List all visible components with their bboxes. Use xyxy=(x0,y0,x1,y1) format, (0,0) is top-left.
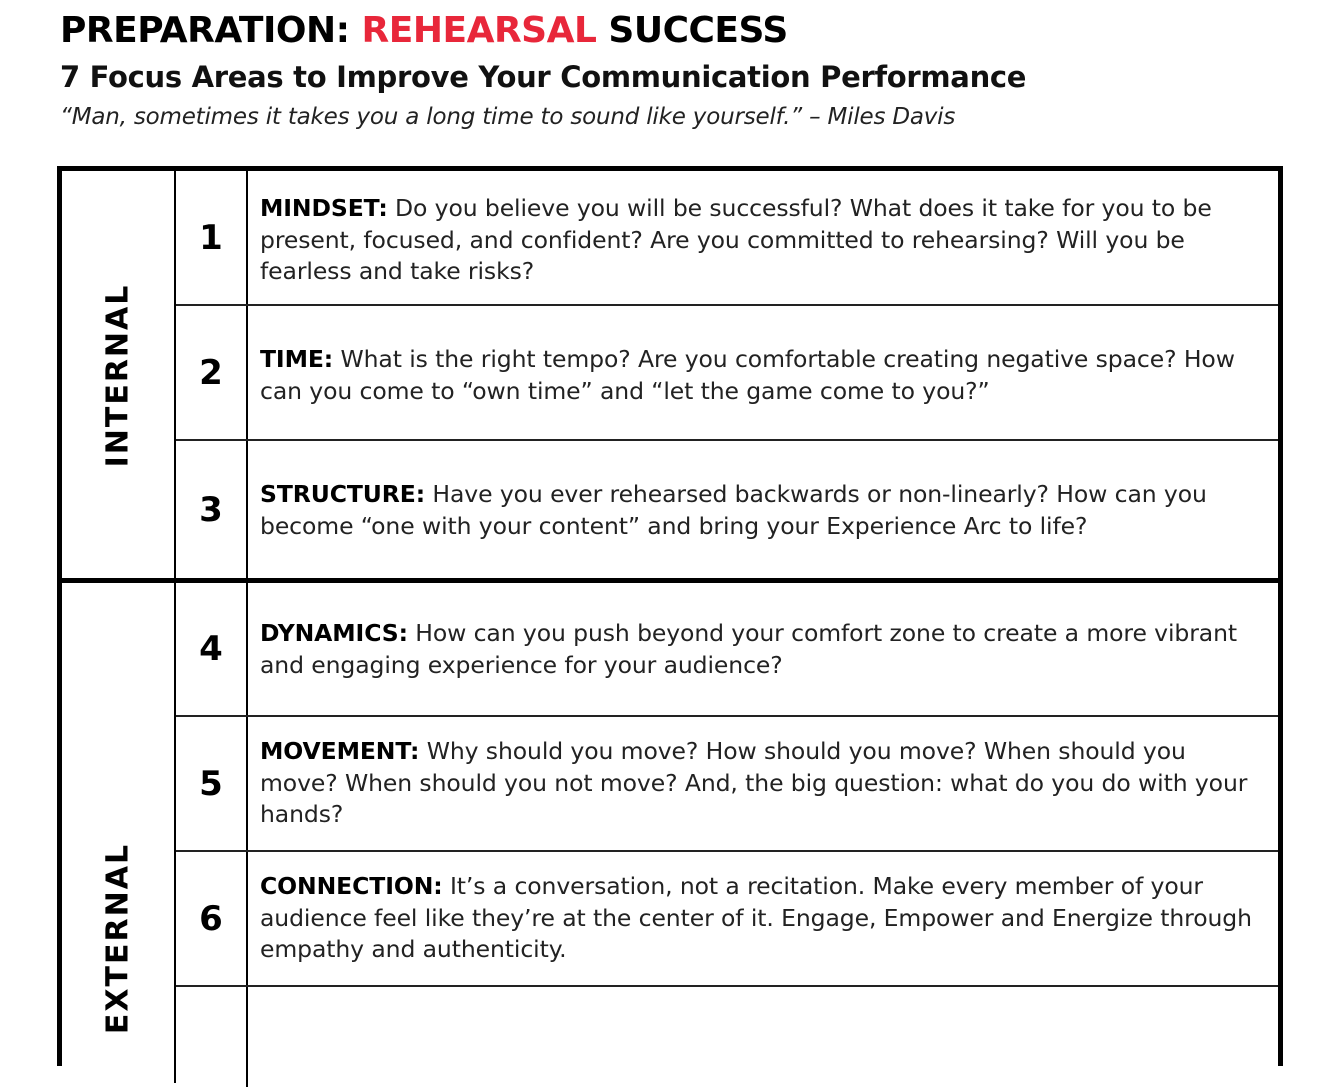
group-label-text: EXTERNAL xyxy=(100,842,136,1035)
group-label-text: INTERNAL xyxy=(100,283,136,468)
focus-areas-table xyxy=(57,166,1283,1066)
row-text xyxy=(260,344,1270,407)
group-external xyxy=(62,578,1278,1083)
row-number: 1 xyxy=(176,171,248,304)
row-heading: MOVEMENT: xyxy=(260,737,420,765)
row-text xyxy=(260,736,1270,831)
page-subtitle: 7 Focus Areas to Improve Your Communication Performance xyxy=(60,60,1027,94)
row-number: 4 xyxy=(176,583,248,715)
table-row xyxy=(176,171,1278,306)
title-suffix: SUCCESS xyxy=(596,10,788,51)
row-text xyxy=(260,618,1270,681)
row-body: What is the right tempo? Are you comfortable creating negative space? How can you come to “own time” and “let the game come to you?” xyxy=(260,345,1235,405)
row-text xyxy=(260,871,1270,966)
row-body: Have you ever rehearsed backwards or non-linearly? How can you become “one with your content” and bring your Experience Arc to life? xyxy=(260,480,1207,540)
group-internal xyxy=(62,171,1278,578)
row-heading: STRUCTURE: xyxy=(260,480,426,508)
row-text xyxy=(260,479,1270,542)
row-body: Why should you move? How should you move? When should you move? When should you not move? And, the big question: what do you do with your hands? xyxy=(260,737,1248,828)
row-body: It’s a conversation, not a recitation. Make every member of your audience feel like they’re at the center of it. Engage, Empower and Energize through empathy and authenticity. xyxy=(260,872,1252,963)
row-number: 5 xyxy=(176,717,248,850)
row-heading: MINDSET: xyxy=(260,194,388,222)
row-number: 6 xyxy=(176,852,248,985)
group-label-external xyxy=(62,583,176,1083)
title-prefix: PREPARATION: xyxy=(60,10,362,51)
row-text xyxy=(260,193,1270,288)
row-heading: TIME: xyxy=(260,345,334,373)
row-number: 2 xyxy=(176,306,248,439)
row-body: How can you push beyond your comfort zone to create a more vibrant and engaging experience for your audience? xyxy=(260,619,1238,679)
row-heading: DYNAMICS: xyxy=(260,619,408,647)
table-row xyxy=(176,852,1278,987)
row-number: 3 xyxy=(176,441,248,578)
title-accent: REHEARSAL xyxy=(361,10,597,51)
row-heading: CONNECTION: xyxy=(260,872,443,900)
table-row xyxy=(176,717,1278,852)
group-label-internal xyxy=(62,171,176,578)
quote: “Man, sometimes it takes you a long time to sound like yourself.” – Miles Davis xyxy=(60,104,956,130)
table-row xyxy=(176,306,1278,441)
page-title xyxy=(60,10,788,51)
row-number xyxy=(176,987,248,1087)
table-row xyxy=(176,583,1278,717)
table-row xyxy=(176,987,1278,1087)
row-body: Do you believe you will be successful? What does it take for you to be present, focused, and confident? Are you committed to rehearsing? Will you be fearless and take risks? xyxy=(260,194,1212,285)
table-row xyxy=(176,441,1278,578)
